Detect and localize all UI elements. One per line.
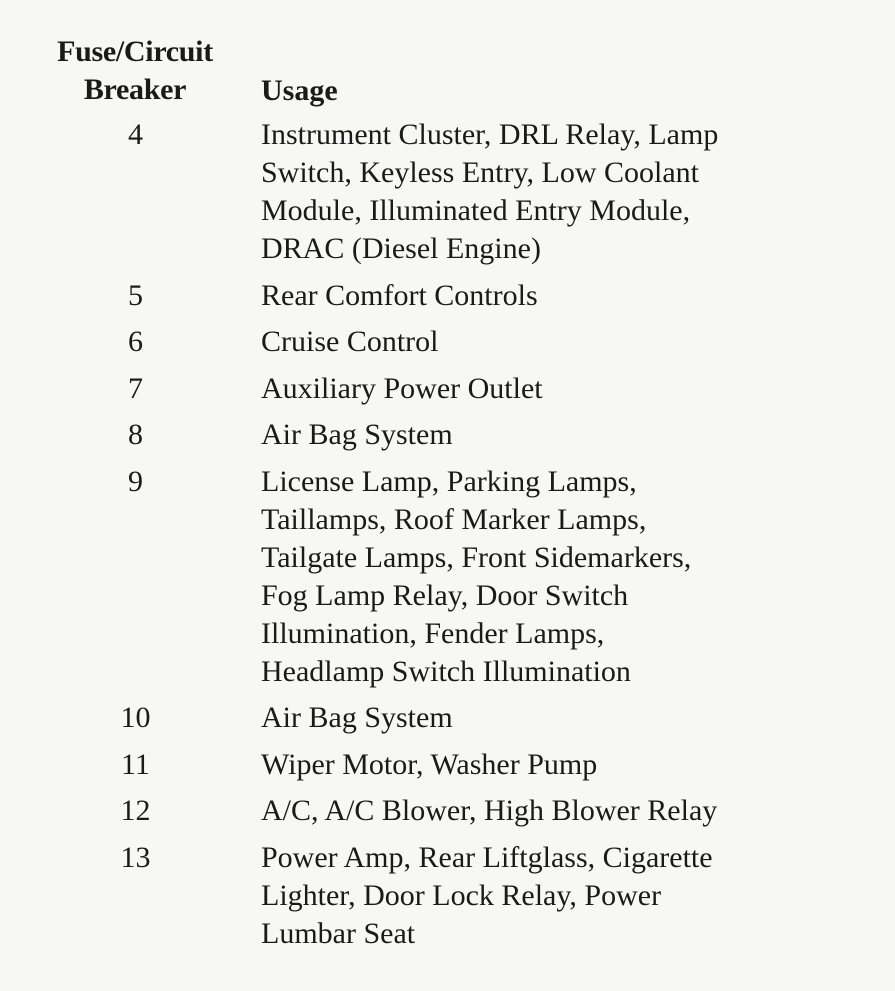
fuse-table [0, 116, 895, 961]
fuse-number-cell [0, 116, 272, 154]
usage-line: Rear Comfort Controls [261, 278, 538, 312]
usage-cell [261, 116, 821, 268]
usage-line: Lighter, Door Lock Relay, Power [261, 878, 662, 912]
fuse-number-cell [0, 370, 272, 408]
usage-cell [261, 277, 821, 315]
usage-header: Usage [261, 74, 338, 107]
table-row [0, 416, 895, 454]
fuse-number-cell [0, 463, 272, 501]
fuse-number-cell [0, 792, 272, 830]
header-fuse-line1: Fuse/Circuit [57, 35, 213, 68]
table-row [0, 463, 895, 691]
usage-line: A/C, A/C Blower, High Blower Relay [261, 794, 718, 827]
usage-cell [261, 792, 821, 830]
usage-cell [261, 839, 821, 953]
usage-line: License Lamp, Parking Lamps, [261, 464, 637, 498]
usage-cell [261, 323, 821, 361]
fuse-number-cell [0, 699, 272, 737]
usage-line: Illumination, Fender Lamps, [261, 616, 605, 650]
usage-cell [261, 416, 821, 454]
usage-line: Headlamp Switch Illumination [261, 654, 631, 688]
fuse-number-cell [0, 323, 272, 361]
fuse-number: 9 [128, 464, 143, 498]
usage-line: Taillamps, Roof Marker Lamps, [261, 502, 647, 536]
table-row [0, 323, 895, 361]
table-row [0, 277, 895, 315]
fuse-number: 12 [120, 794, 151, 827]
fuse-number: 8 [128, 418, 143, 451]
fuse-number: 6 [128, 325, 143, 358]
usage-line: Lumbar Seat [261, 916, 416, 950]
usage-cell [261, 463, 821, 691]
usage-line: Power Amp, Rear Liftglass, Cigarette [261, 840, 713, 874]
usage-line: Air Bag System [261, 418, 453, 451]
table-row [0, 370, 895, 408]
usage-line: Cruise Control [261, 325, 439, 358]
usage-line: Wiper Motor, Washer Pump [261, 747, 598, 781]
usage-line: Switch, Keyless Entry, Low Coolant [261, 156, 700, 189]
usage-line: Instrument Cluster, DRL Relay, Lamp [261, 118, 719, 151]
fuse-number-cell [0, 416, 272, 454]
fuse-circuit-breaker-header [40, 33, 230, 109]
usage-line: DRAC (Diesel Engine) [261, 232, 541, 265]
fuse-number: 11 [121, 747, 150, 781]
usage-line: Tailgate Lamps, Front Sidemarkers, [261, 540, 692, 574]
usage-line: Air Bag System [261, 701, 453, 734]
usage-cell [261, 746, 821, 784]
table-row [0, 116, 895, 268]
fuse-number: 7 [128, 371, 143, 405]
table-row [0, 792, 895, 830]
table-row [0, 746, 895, 784]
fuse-number-cell [0, 839, 272, 877]
fuse-number: 4 [128, 118, 143, 151]
usage-cell [261, 699, 821, 737]
fuse-number: 10 [120, 701, 151, 734]
fuse-number: 5 [128, 278, 143, 312]
table-row [0, 839, 895, 953]
usage-cell [261, 370, 821, 408]
table-row [0, 699, 895, 737]
fuse-number: 13 [120, 840, 151, 874]
header-fuse-line2: Breaker [83, 73, 187, 106]
usage-line: Module, Illuminated Entry Module, [261, 194, 691, 227]
fuse-number-cell [0, 746, 272, 784]
fuse-number-cell [0, 277, 272, 315]
usage-line: Auxiliary Power Outlet [261, 371, 543, 405]
usage-line: Fog Lamp Relay, Door Switch [261, 578, 629, 612]
